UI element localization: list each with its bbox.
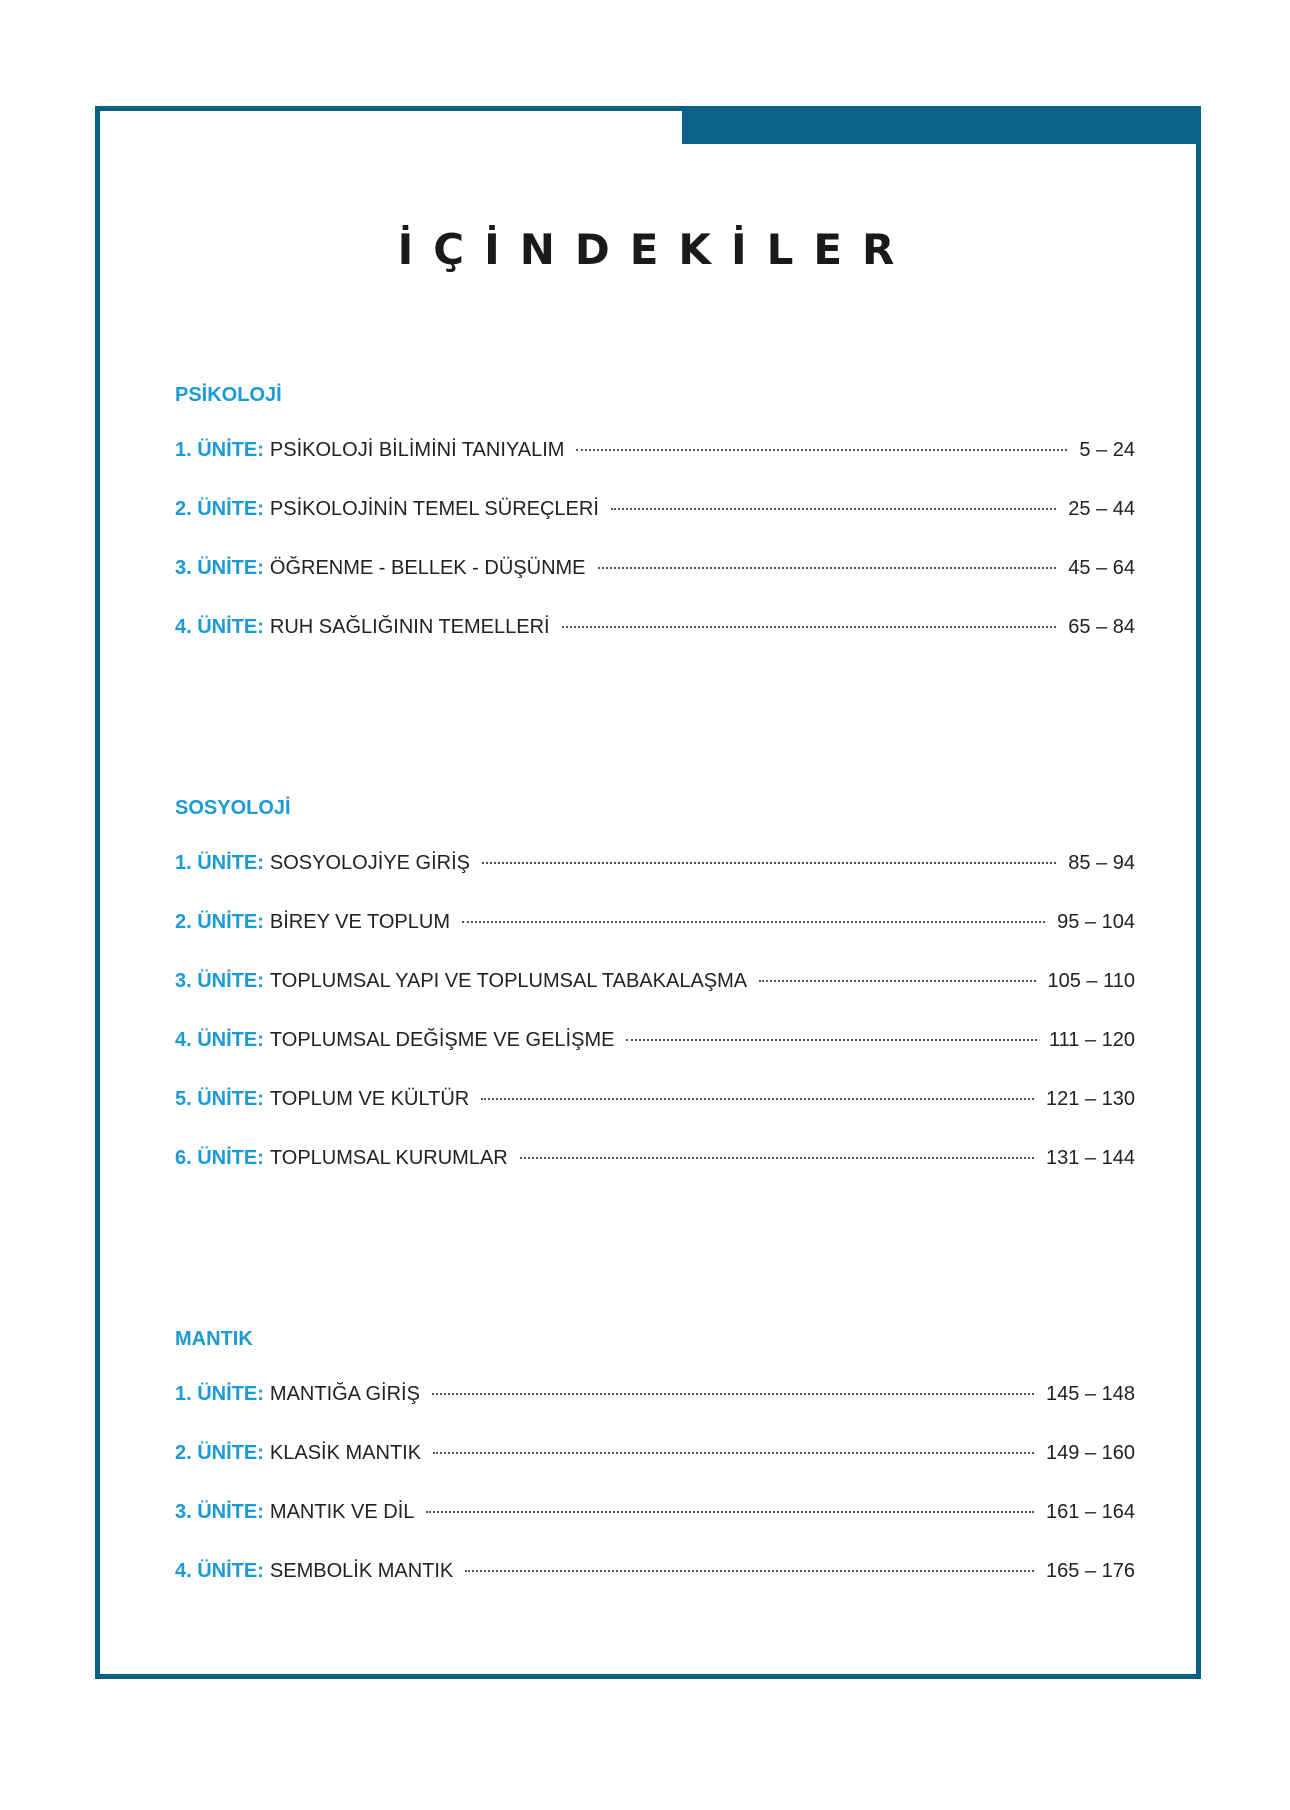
unit-name: PSİKOLOJİNİN TEMEL SÜREÇLERİ [269, 498, 599, 520]
page-range: 131 – 144 [1046, 1147, 1135, 1169]
unit-label: 3. ÜNİTE: [175, 1501, 264, 1523]
page-range: 111 – 120 [1048, 1029, 1135, 1051]
page-range: 145 – 148 [1046, 1383, 1135, 1405]
dot-leader [481, 1098, 1034, 1100]
section-title: PSİKOLOJİ [175, 384, 282, 406]
dot-leader [611, 508, 1056, 510]
unit-label: 3. ÜNİTE: [175, 970, 264, 992]
dot-leader [576, 449, 1067, 451]
toc-entry[interactable] [175, 1029, 1135, 1088]
section-mantik [175, 1324, 1135, 1619]
page-range: 149 – 160 [1046, 1442, 1135, 1464]
page-range: 85 – 94 [1068, 852, 1135, 874]
page-range: 25 – 44 [1068, 498, 1135, 520]
unit-name: TOPLUMSAL DEĞİŞME VE GELİŞME [269, 1029, 615, 1051]
unit-label: 1. ÜNİTE: [175, 439, 264, 461]
unit-label: 4. ÜNİTE: [175, 616, 264, 638]
unit-label: 2. ÜNİTE: [175, 911, 264, 933]
toc-entry[interactable] [175, 616, 1135, 675]
toc-entry[interactable] [175, 498, 1135, 557]
page-range: 45 – 64 [1068, 557, 1135, 579]
unit-name: KLASİK MANTIK [269, 1442, 422, 1464]
unit-label: 2. ÜNİTE: [175, 498, 264, 520]
unit-label: 6. ÜNİTE: [175, 1147, 264, 1169]
dot-leader [562, 626, 1057, 628]
unit-name: ÖĞRENME - BELLEK - DÜŞÜNME [269, 557, 586, 579]
unit-label: 4. ÜNİTE: [175, 1029, 264, 1051]
toc-entry[interactable] [175, 557, 1135, 616]
page-range: 105 – 110 [1047, 970, 1135, 992]
page-range: 121 – 130 [1046, 1088, 1135, 1110]
unit-name: SEMBOLİK MANTIK [269, 1560, 454, 1582]
dot-leader [759, 980, 1035, 982]
toc-entry[interactable] [175, 970, 1135, 1029]
toc-entry[interactable] [175, 852, 1135, 911]
section-title: MANTIK [175, 1328, 253, 1350]
unit-label: 3. ÜNİTE: [175, 557, 264, 579]
dot-leader [626, 1039, 1037, 1041]
unit-name: TOPLUM VE KÜLTÜR [269, 1088, 470, 1110]
dot-leader [462, 921, 1045, 923]
toc-entry[interactable] [175, 439, 1135, 498]
unit-name: TOPLUMSAL KURUMLAR [269, 1147, 508, 1169]
page-range: 161 – 164 [1046, 1501, 1135, 1523]
unit-name: BİREY VE TOPLUM [269, 911, 450, 933]
unit-label: 4. ÜNİTE: [175, 1560, 264, 1582]
section-psikoloji [175, 380, 1135, 675]
unit-label: 1. ÜNİTE: [175, 852, 264, 874]
toc-entry[interactable] [175, 1560, 1135, 1619]
page-range: 65 – 84 [1068, 616, 1135, 638]
toc-entry[interactable] [175, 1147, 1135, 1206]
page-range: 165 – 176 [1046, 1560, 1135, 1582]
dot-leader [432, 1393, 1034, 1395]
dot-leader [433, 1452, 1034, 1454]
unit-name: MANTIĞA GİRİŞ [269, 1383, 420, 1405]
unit-name: SOSYOLOJİYE GİRİŞ [269, 852, 470, 874]
dot-leader [465, 1570, 1034, 1572]
toc-entry[interactable] [175, 1088, 1135, 1147]
unit-label: 2. ÜNİTE: [175, 1442, 264, 1464]
toc-entry[interactable] [175, 1442, 1135, 1501]
unit-name: MANTIK VE DİL [269, 1501, 415, 1523]
dot-leader [520, 1157, 1034, 1159]
dot-leader [482, 862, 1056, 864]
unit-name: TOPLUMSAL YAPI VE TOPLUMSAL TABAKALAŞMA [269, 970, 748, 992]
header-band [682, 106, 1201, 144]
unit-name: RUH SAĞLIĞININ TEMELLERİ [269, 616, 550, 638]
toc-entry[interactable] [175, 1383, 1135, 1442]
page-title: İÇİNDEKİLER [397, 225, 915, 274]
dot-leader [598, 567, 1057, 569]
toc-entry[interactable] [175, 1501, 1135, 1560]
unit-label: 1. ÜNİTE: [175, 1383, 264, 1405]
page-range: 5 – 24 [1079, 439, 1135, 461]
dot-leader [426, 1511, 1034, 1513]
page-range: 95 – 104 [1057, 911, 1135, 933]
section-title: SOSYOLOJİ [175, 797, 291, 819]
unit-label: 5. ÜNİTE: [175, 1088, 264, 1110]
section-sosyoloji [175, 793, 1135, 1206]
toc-entry[interactable] [175, 911, 1135, 970]
unit-name: PSİKOLOJİ BİLİMİNİ TANIYALIM [269, 439, 565, 461]
